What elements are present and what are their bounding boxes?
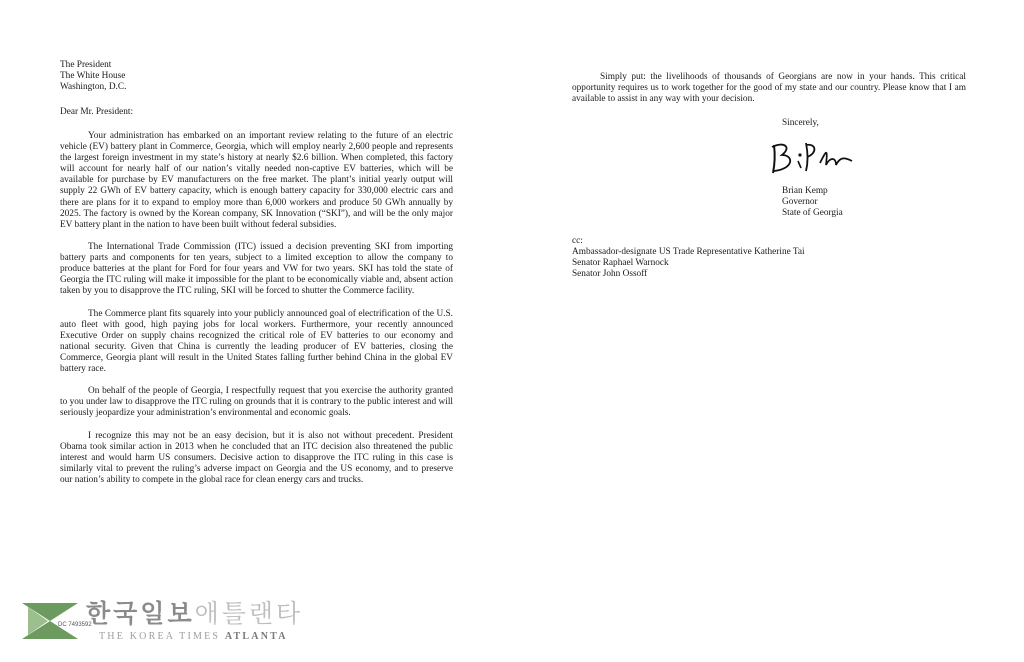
cc-recipient: Senator Raphael Warnock: [572, 258, 669, 269]
watermark-korean-light: 애틀랜타: [194, 599, 304, 628]
recipient-line-1: The President: [60, 60, 112, 70]
closing-paragraph-block: [572, 72, 966, 105]
letter-body: [60, 131, 453, 497]
watermark-english-plain: THE KOREA TIMES: [99, 631, 221, 642]
signer-state: State of Georgia: [782, 208, 843, 219]
body-paragraph-2: The International Trade Commission (ITC) issued a decision preventing SKI from importing battery parts and components for ten years, subject to a limited exception to allow the company to produce batteries at the plant for Ford for four years and VW for two years. SKI has told the state of Georgia the ITC ruling will make it impossible for the plant to be economically viable and, absent action taken by you to disapprove the ITC ruling, SKI will be forced to shutter the Commerce facility.: [60, 241, 453, 297]
cc-block: [572, 236, 805, 280]
salutation: Dear Mr. President:: [60, 107, 134, 117]
recipient-line-3: Washington, D.C.: [60, 82, 127, 93]
korea-times-flag-icon: [22, 603, 78, 639]
watermark-english-bold: ATLANTA: [224, 631, 288, 642]
signer-name: Brian Kemp: [782, 186, 828, 196]
signer-title: Governor: [782, 197, 818, 208]
signature-image: [766, 135, 858, 179]
recipient-address: [60, 60, 126, 93]
body-paragraph-5: I recognize this may not be an easy decision, but it is also not without precedent. President Obama took similar action in 2013 when he concluded that an ITC decision also threatened the public interest and would harm US consumers. Decisive action to disapprove the ITC ruling in this case is similarly vital to prevent the ruling’s adverse impact on Georgia and the US economy, and to preserve our nation’s ability to compete in the global race for clean energy cars and trucks.: [60, 430, 453, 485]
watermark-korean-title: [86, 600, 303, 628]
watermark-korean-strong: 한국일보: [86, 599, 195, 628]
closing-paragraph: Simply put: the livelihoods of thousands of Georgians are now in your hands. This critical opportunity requires us to work together for the good of my state and our country. Please know that I am available to assist in any way with your decision.: [572, 72, 966, 105]
signer-block: [782, 186, 843, 219]
watermark-code: DC 7493592: [58, 622, 92, 628]
watermark-english-title: [99, 631, 288, 642]
cc-label: cc:: [572, 236, 583, 246]
cc-recipient: Ambassador-designate US Trade Representative Katherine Tai: [572, 247, 805, 258]
recipient-line-2: The White House: [60, 71, 126, 82]
cc-recipient: Senator John Ossoff: [572, 269, 648, 280]
closing: Sincerely,: [782, 118, 819, 128]
body-paragraph-3: The Commerce plant fits squarely into your publicly announced goal of electrification of the U.S. auto fleet with good, high paying jobs for local workers. Furthermore, your recently announced Executive Order on supply chains recognized the critical role of EV batteries to our economy and national security. Given that China is currently the leading producer of EV batteries, closing the Commerce, Georgia plant will result in the United States falling further behind China in the global EV battery race.: [60, 308, 453, 374]
korea-times-watermark: [22, 599, 342, 643]
body-paragraph-4: On behalf of the people of Georgia, I respectfully request that you exercise the authority granted to you under law to disapprove the ITC ruling on grounds that it is contrary to the public interest and will seriously jeopardize your administration’s environmental and economic goals.: [60, 386, 453, 419]
body-paragraph-1: Your administration has embarked on an important review relating to the future of an electric vehicle (EV) battery plant in Commerce, Georgia, which will employ nearly 2,600 people and represents the largest foreign investment in my state’s history at nearly $2.6 billion. When completed, this factory will account for nearly half of our nation’s vitally needed non-captive EV batteries, which will be available for purchase by EV manufacturers on the free market. The plant’s initial yearly output will supply 22 GWh of EV battery capacity, which is enough battery capacity for 330,000 electric cars and there are plans for it to expand to employ more than 6,000 workers and produce 50 GWh annually by 2025. The factory is owned by the Korean company, SK Innovation (“SKI”), and will be the only major EV battery plant in the nation to have been built without federal subsidies.: [60, 131, 453, 230]
